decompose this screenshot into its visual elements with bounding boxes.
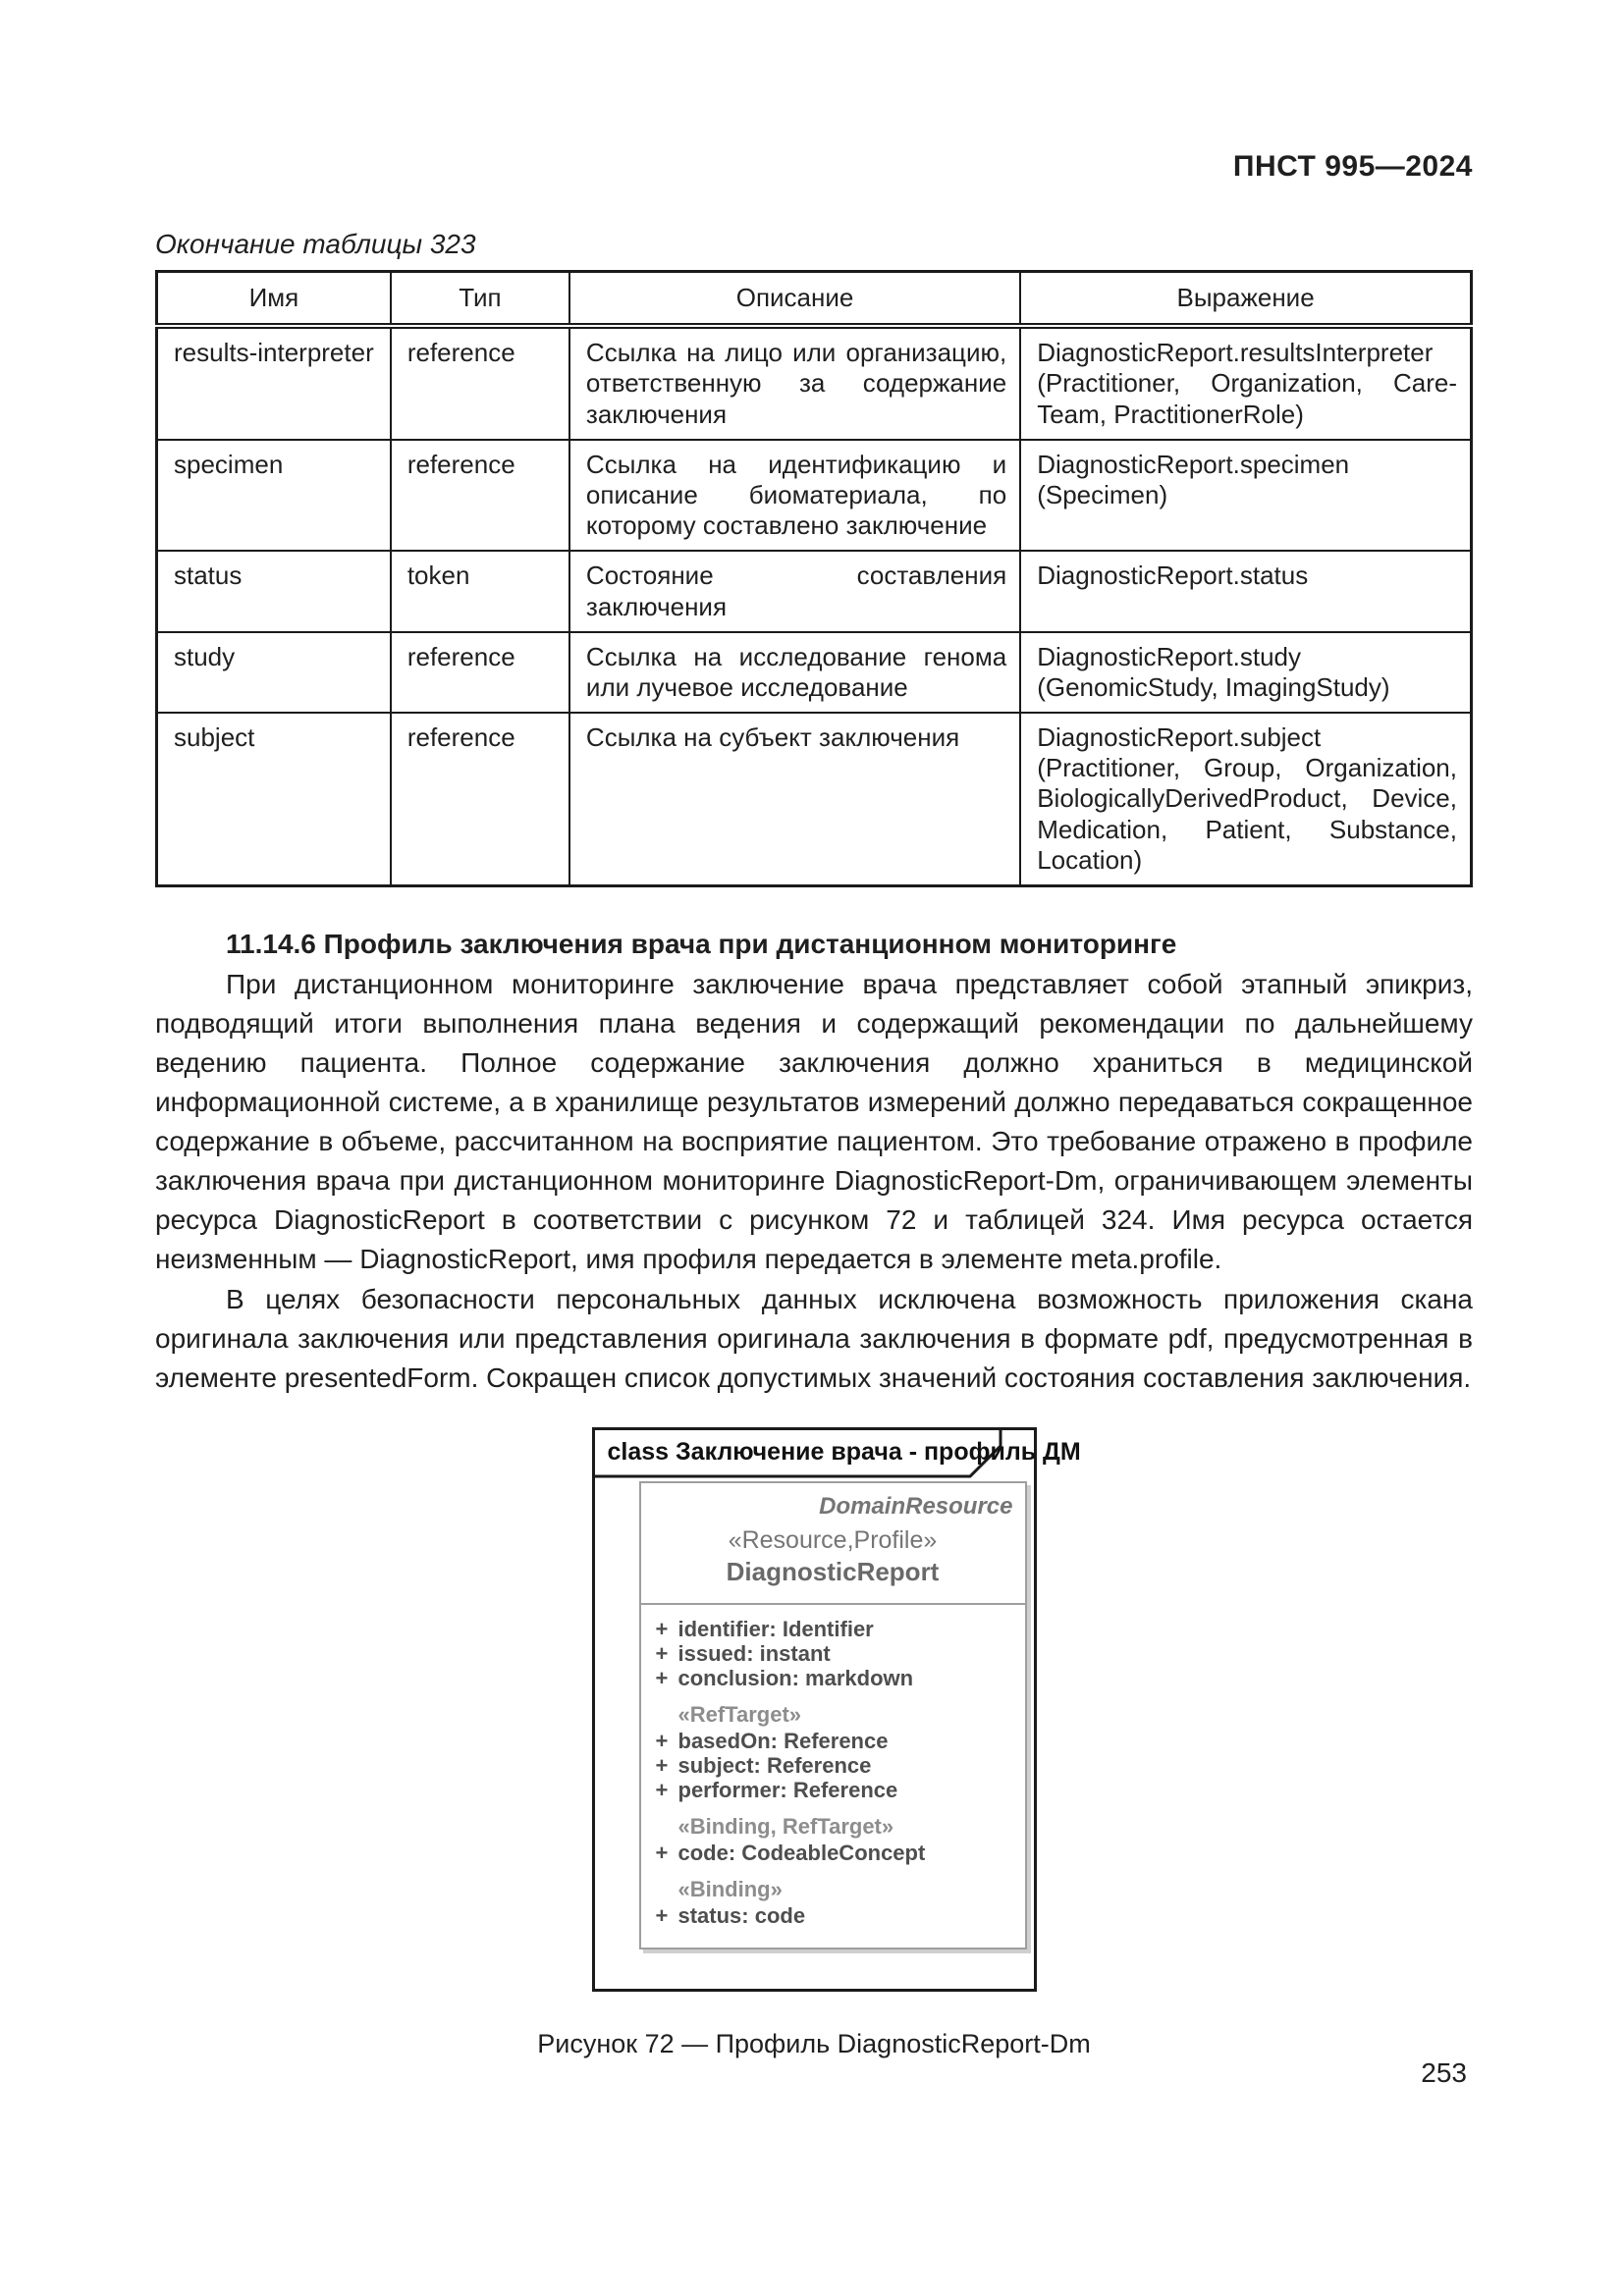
attribute-label: subject: Reference xyxy=(677,1753,872,1778)
cell-name: study xyxy=(157,632,391,713)
visibility-marker: + xyxy=(655,1753,669,1778)
cell-expression: DiagnosticReport.specimen (Specimen) xyxy=(1020,440,1471,552)
cell-expression: DiagnosticReport.resultsInterpreter (Practitioner, Organization, Care-Team, PractitionerRole) xyxy=(1020,326,1471,440)
visibility-marker: + xyxy=(655,1903,669,1928)
cell-type: reference xyxy=(391,713,569,885)
cell-type: reference xyxy=(391,326,569,440)
uml-attribute xyxy=(641,1729,1017,1753)
visibility-marker: + xyxy=(655,1778,669,1802)
cell-name: status xyxy=(157,551,391,631)
cell-type: reference xyxy=(391,632,569,713)
section-heading: 11.14.6 Профиль заключения врача при дистанционном мониторинге xyxy=(226,929,1177,959)
cell-description: Ссылка на субъект заключения xyxy=(569,713,1020,885)
uml-class-stereotype: «Resource,Profile» xyxy=(728,1526,938,1554)
column-header-expression: Выражение xyxy=(1020,272,1471,327)
cell-description: Состояние составления заключения xyxy=(569,551,1020,631)
visibility-marker: + xyxy=(655,1617,669,1641)
attribute-label: issued: instant xyxy=(677,1641,831,1666)
table-row xyxy=(157,326,1472,440)
uml-parent-class: DomainResource xyxy=(819,1493,1013,1520)
uml-group-stereotype: «Binding» xyxy=(677,1877,783,1901)
uml-attribute xyxy=(641,1778,1017,1802)
attribute-label: conclusion: markdown xyxy=(677,1666,914,1690)
uml-frame-label: class Заключение врача - профиль ДМ xyxy=(607,1438,1081,1466)
page-number: 253 xyxy=(1421,2057,1467,2088)
page-content xyxy=(155,150,1473,2059)
uml-attribute xyxy=(641,1841,1017,1865)
cell-expression: DiagnosticReport.study (GenomicStudy, ImagingStudy) xyxy=(1020,632,1471,713)
uml-diagram-frame xyxy=(592,1427,1081,1992)
table-row xyxy=(157,551,1472,631)
cell-description: Ссылка на лицо или организацию, ответственную за содержание заключения xyxy=(569,326,1020,440)
table-row xyxy=(157,440,1472,552)
attribute-label: basedOn: Reference xyxy=(677,1729,889,1753)
column-header-name: Имя xyxy=(157,272,391,327)
uml-attribute xyxy=(641,1617,1017,1641)
column-header-description: Описание xyxy=(569,272,1020,327)
uml-attribute xyxy=(641,1903,1017,1928)
uml-attribute xyxy=(641,1666,1017,1690)
attribute-label: identifier: Identifier xyxy=(677,1617,874,1641)
cell-expression: DiagnosticReport.subject (Practitioner, Group, Organization, BiologicallyDerivedProduct, Device, Medication, Patient, Substance, Location) xyxy=(1020,713,1471,885)
body-paragraph: В целях безопасности персональных данных исключена возможность приложения скана оригинала заключения или представления оригинала заключения в формате pdf, предусмотренная в элементе presentedForm. Сокращен список допустимых значений состояния составления заключения. xyxy=(155,1284,1473,1393)
visibility-marker: + xyxy=(655,1641,669,1666)
attribute-label: performer: Reference xyxy=(677,1778,898,1802)
cell-expression: DiagnosticReport.status xyxy=(1020,551,1471,631)
figure-caption: Рисунок 72 — Профиль DiagnosticReport-Dm xyxy=(537,2029,1091,2058)
cell-description: Ссылка на исследование генома или лучевое исследование xyxy=(569,632,1020,713)
table-header-row xyxy=(157,272,1472,327)
cell-name: specimen xyxy=(157,440,391,552)
search-params-table xyxy=(155,270,1473,887)
cell-type: reference xyxy=(391,440,569,552)
uml-attribute xyxy=(641,1641,1017,1666)
uml-class-name: DiagnosticReport xyxy=(726,1557,940,1586)
uml-class-box xyxy=(639,1481,1027,1949)
attribute-label: status: code xyxy=(677,1903,806,1928)
uml-attributes-compartment xyxy=(641,1605,1025,1948)
uml-group-stereotype: «Binding, RefTarget» xyxy=(677,1814,894,1839)
visibility-marker: + xyxy=(655,1666,669,1690)
cell-description: Ссылка на идентификацию и описание биоматериала, по которому составлено заключение xyxy=(569,440,1020,552)
cell-name: subject xyxy=(157,713,391,885)
column-header-type: Тип xyxy=(391,272,569,327)
body-paragraph: При дистанционном мониторинге заключение врача представляет собой этапный эпикриз, подводящий итоги выполнения плана ведения и содержащий рекомендации по дальнейшему ведению пациента. Полное содержание заключения должно храниться в медицинской информационной системе, а в хранилище результатов измерений должно передаваться сокращенное содержание в объеме, рассчитанном на восприятие пациентом. Это требование отражено в профиле заключения врача при дистанционном мониторинге DiagnosticReport-Dm, ограничивающем элементы ресурса DiagnosticReport в соответствии с рисунком 72 и таблицей 324. Имя ресурса остается неизменным — DiagnosticReport, имя профиля передается в элементе meta.profile. xyxy=(155,969,1473,1274)
document-code: ПНСТ 995—2024 xyxy=(1232,150,1473,183)
uml-attribute xyxy=(641,1753,1017,1778)
table-row xyxy=(157,632,1472,713)
visibility-marker: + xyxy=(655,1729,669,1753)
cell-type: token xyxy=(391,551,569,631)
visibility-marker: + xyxy=(655,1841,669,1865)
uml-group-stereotype: «RefTarget» xyxy=(677,1702,802,1727)
table-continuation-caption: Окончание таблицы 323 xyxy=(155,229,476,259)
cell-name: results-interpreter xyxy=(157,326,391,440)
attribute-label: code: CodeableConcept xyxy=(677,1841,926,1865)
table-row xyxy=(157,713,1472,885)
uml-class-header xyxy=(641,1483,1025,1605)
